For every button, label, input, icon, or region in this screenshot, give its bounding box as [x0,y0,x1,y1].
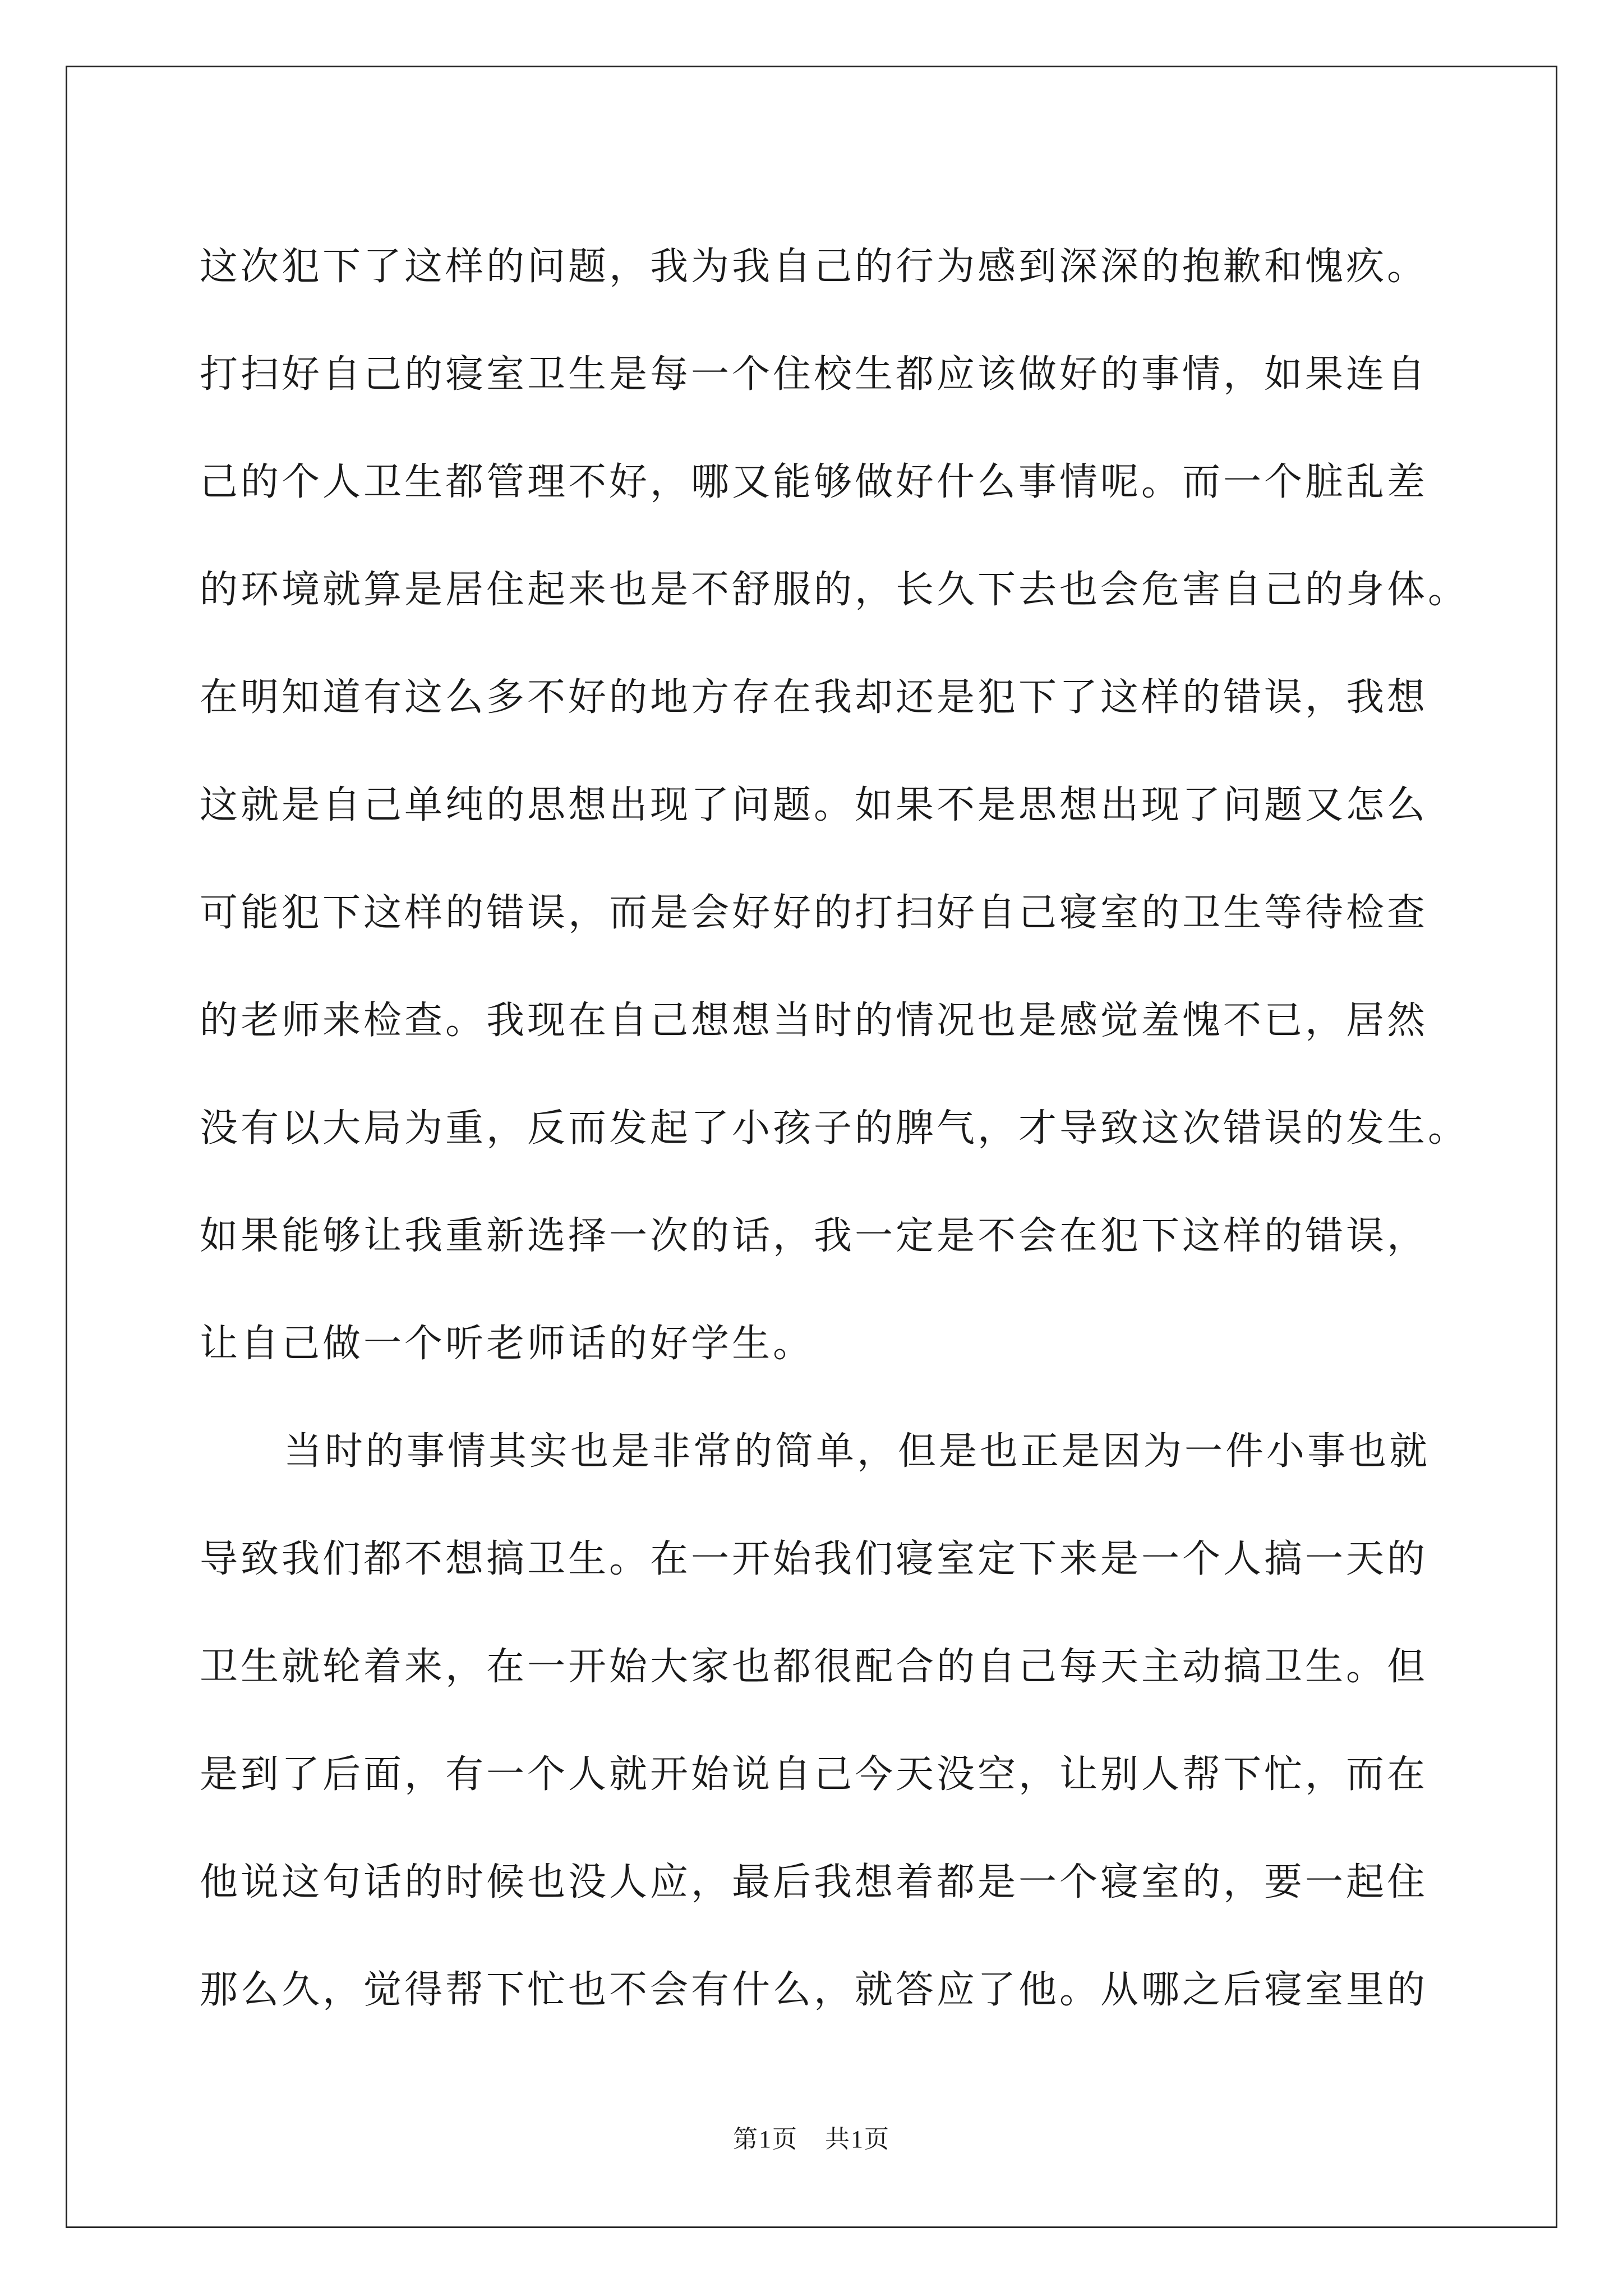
text-line: 是到了后面，有一个人就开始说自己今天没空，让别人帮下忙，而在 [200,1752,1428,1797]
text-line: 这就是自己单纯的思想出现了问题。如果不是思想出现了问题又怎么 [200,783,1428,827]
text-line: 的老师来检查。我现在自己想想当时的情况也是感觉羞愧不已，居然 [200,999,1428,1043]
text-line: 打扫好自己的寝室卫生是每一个住校生都应该做好的事情，如果连自 [200,352,1428,397]
text-line: 那么久，觉得帮下忙也不会有什么，就答应了他。从哪之后寝室里的 [200,1968,1428,2012]
page-footer [0,2123,1623,2156]
document-body [200,213,1469,2044]
text-line: 卫生就轮着来，在一开始大家也都很配合的自己每天主动搞卫生。但 [200,1645,1428,1689]
text-line: 让自己做一个听老师话的好学生。 [200,1322,814,1366]
text-line: 在明知道有这么多不好的地方存在我却还是犯下了这样的错误，我想 [200,675,1428,720]
paragraph-start-line: 当时的事情其实也是非常的简单，但是也正是因为一件小事也就 [284,1429,1431,1474]
text-line: 导致我们都不想搞卫生。在一开始我们寝室定下来是一个人搞一天的 [200,1537,1428,1581]
text-line: 如果能够让我重新选择一次的话，我一定是不会在犯下这样的错误， [200,1214,1428,1258]
text-line: 可能犯下这样的错误，而是会好好的打扫好自己寝室的卫生等待检查 [200,891,1428,935]
page-number: 第1页 [733,2125,798,2153]
text-line: 没有以大局为重，反而发起了小孩子的脾气，才导致这次错误的发生。 [200,1106,1469,1151]
text-line: 他说这句话的时候也没人应，最后我想着都是一个寝室的，要一起住 [200,1860,1428,1904]
text-line: 己的个人卫生都管理不好，哪又能够做好什么事情呢。而一个脏乱差 [200,460,1428,504]
text-line: 这次犯下了这样的问题，我为我自己的行为感到深深的抱歉和愧疚。 [200,245,1428,289]
page-total: 共1页 [825,2125,890,2153]
text-line: 的环境就算是居住起来也是不舒服的，长久下去也会危害自己的身体。 [200,568,1469,612]
